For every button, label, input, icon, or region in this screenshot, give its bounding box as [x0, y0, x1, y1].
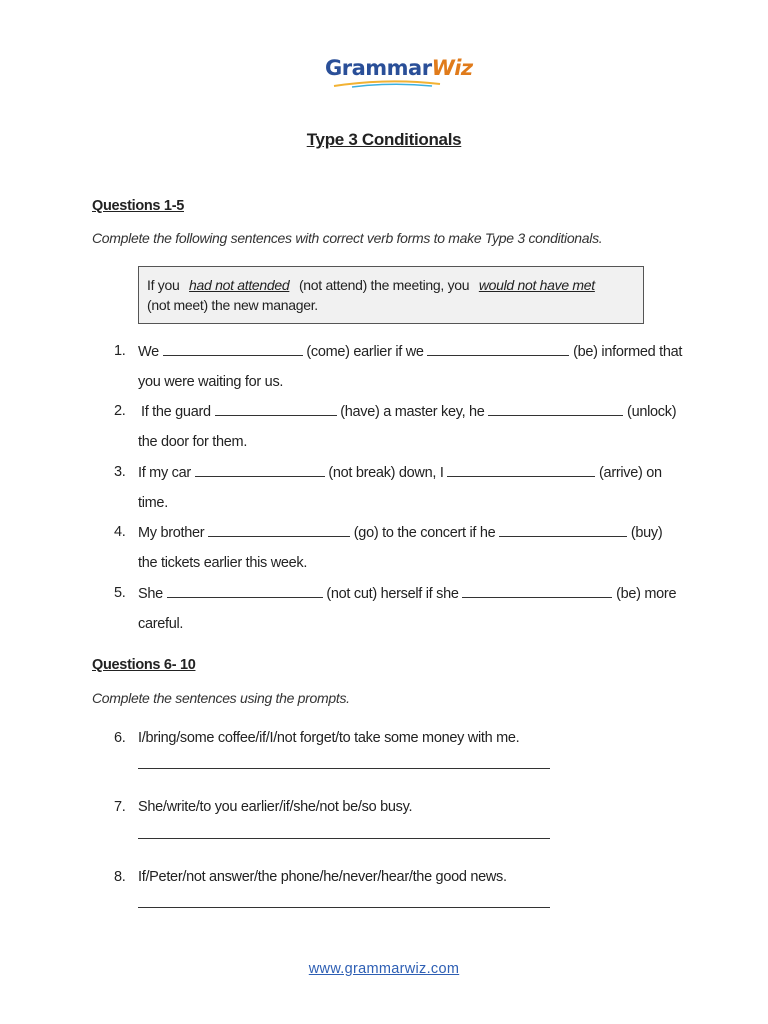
- section1-heading: Questions 1-5: [92, 198, 184, 214]
- item-line: If the guard (have) a master key, he (unlock): [141, 404, 677, 420]
- item-number: 7.: [114, 799, 126, 815]
- example-line-2: (not meet) the new manager.: [147, 297, 318, 313]
- item-line-continued: careful.: [138, 616, 184, 632]
- logo-swoosh-icon: [332, 80, 442, 88]
- example-answer-2: would not have met: [478, 277, 595, 293]
- page-title: Type 3 Conditionals: [306, 130, 462, 149]
- answer-blank[interactable]: [208, 524, 350, 537]
- answer-line[interactable]: [138, 768, 550, 769]
- item-line-continued: the door for them.: [138, 434, 248, 450]
- answer-blank[interactable]: [488, 403, 623, 416]
- prompt-text: She/write/to you earlier/if/she/not be/so busy.: [138, 799, 413, 815]
- item-line-continued: time.: [138, 495, 168, 511]
- answer-line[interactable]: [138, 907, 550, 908]
- item-line-continued: you were waiting for us.: [138, 374, 284, 390]
- item-number: 2.: [114, 403, 126, 419]
- item-line: My brother (go) to the concert if he (buy): [138, 525, 663, 541]
- item-line: She (not cut) herself if she (be) more: [138, 586, 677, 602]
- answer-line[interactable]: [138, 838, 550, 839]
- answer-blank[interactable]: [195, 464, 325, 477]
- section2-heading: Questions 6- 10: [92, 657, 196, 673]
- example-box: [138, 266, 644, 324]
- section2-instruction: Complete the sentences using the prompts.: [92, 690, 350, 706]
- item-number: 1.: [114, 343, 126, 359]
- item-line-continued: the tickets earlier this week.: [138, 555, 308, 571]
- answer-blank[interactable]: [447, 464, 595, 477]
- example-answer-1: had not attended: [189, 277, 290, 293]
- example-line-1: If you had not attended (not attend) the meeting, you would not have met: [147, 277, 595, 293]
- answer-blank[interactable]: [163, 343, 303, 356]
- answer-blank[interactable]: [462, 585, 612, 598]
- item-number: 3.: [114, 464, 126, 480]
- grammarwiz-logo: GrammarWiz: [325, 56, 473, 80]
- item-number: 6.: [114, 730, 126, 746]
- item-number: 4.: [114, 524, 126, 540]
- footer-link[interactable]: www.grammarwiz.com: [308, 961, 460, 977]
- answer-blank[interactable]: [427, 343, 569, 356]
- section1-instruction: Complete the following sentences with correct verb forms to make Type 3 conditionals.: [92, 230, 603, 246]
- answer-blank[interactable]: [167, 585, 323, 598]
- item-number: 5.: [114, 585, 126, 601]
- item-line: If my car (not break) down, I (arrive) on: [138, 465, 662, 481]
- item-number: 8.: [114, 869, 126, 885]
- answer-blank[interactable]: [215, 403, 337, 416]
- item-line: We (come) earlier if we (be) informed that: [138, 344, 683, 360]
- answer-blank[interactable]: [499, 524, 627, 537]
- prompt-text: If/Peter/not answer/the phone/he/never/hear/the good news.: [138, 869, 507, 885]
- prompt-text: I/bring/some coffee/if/I/not forget/to take some money with me.: [138, 730, 520, 746]
